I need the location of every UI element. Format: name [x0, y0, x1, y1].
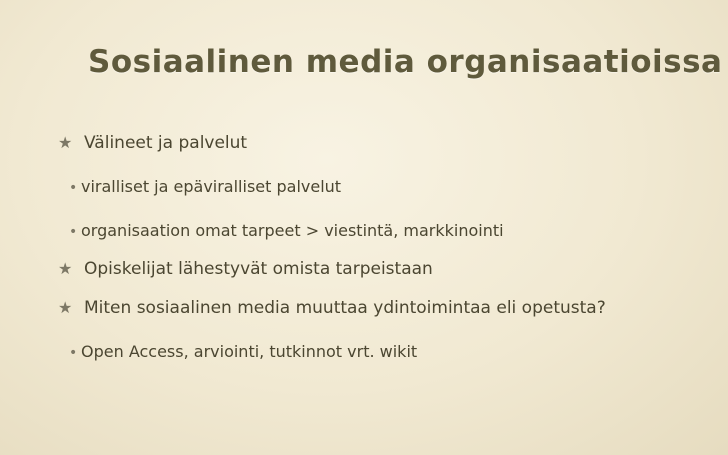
dot-bullet-icon: • — [69, 180, 78, 196]
bullet-text: Miten sosiaalinen media muuttaa ydintoimintaa eli opetusta? — [84, 298, 606, 318]
dot-bullet-icon: • — [69, 345, 78, 361]
star-bullet-icon: ★ — [58, 133, 73, 152]
sub-bullet-text: viralliset ja epäviralliset palvelut — [81, 177, 342, 196]
dot-bullet-icon: • — [69, 224, 78, 240]
sub-bullet-text: organisaation omat tarpeet > viestintä, markkinointi — [81, 221, 504, 240]
sub-bullet-text: Open Access, arviointi, tutkinnot vrt. wikit — [81, 342, 418, 361]
slide-title: Sosiaalinen media organisaatioissa — [88, 44, 723, 80]
bullet-item — [58, 259, 433, 279]
bullet-text: Välineet ja palvelut — [84, 133, 248, 153]
sub-bullet-item — [69, 221, 504, 240]
bullet-item — [58, 133, 247, 153]
star-bullet-icon: ★ — [58, 259, 73, 278]
sub-bullet-item — [69, 342, 417, 361]
star-bullet-icon: ★ — [58, 298, 73, 317]
bullet-text: Opiskelijat lähestyvät omista tarpeistaan — [84, 259, 433, 279]
sub-bullet-item — [69, 177, 341, 196]
bullet-item — [58, 298, 606, 318]
